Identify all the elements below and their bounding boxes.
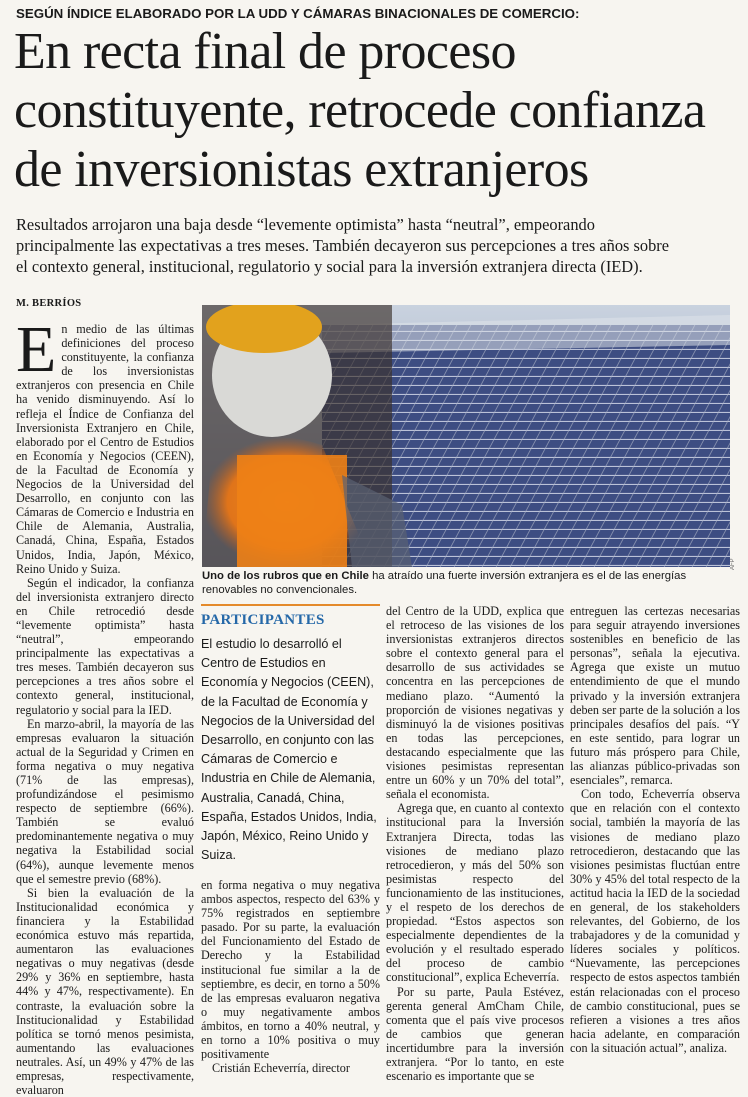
participants-box [201,604,380,863]
article-column-3 [386,604,564,1083]
paragraph: en forma negativa o muy negativa ambos aspectos, respecto del 63% y 75% registrados en septiembre pasado. Por su parte, la evaluación del Funcionamiento del Estado de Derecho y la Estabilidad institucional fue similar a la de septiembre, es decir, en torno a 50% de las empresas evaluaron negativa o muy negativamente ambos ámbitos, en torno a 40% neutral, y en torno a 10% positiva o muy positivamente [201,878,380,1062]
paragraph [16,313,194,576]
paragraph: Agrega que, en cuanto al contexto institucional para la Inversión Extranjera Directa, todas las visiones de mediano plazo retrocedieron, y más del 50% son pesimistas respecto del funcionamiento de las instituciones, y el respeto de los derechos de propiedad. “Estos aspectos son especialmente dependientes de la evolución y el resultado esperado del proceso de cambio constitucional”, explica Echeverría. [386,801,564,985]
photo-credit: AFP [730,558,736,570]
paragraph: Si bien la evaluación de la Institucionalidad económica y financiera y la Estabilidad económica estuvo más repartida, aumentaron las evaluaciones negativas o muy negativas (desde 29% y 36% en septiembre, hasta 44% y 47%, respectivamente). En contraste, la evaluación sobre la Institucionalidad y Estabilidad política se tornó menos pesimista, aumentando las evaluaciones neutrales. Así, un 49% y 47% de las empresas, respectivamente, evaluaron [16,885,194,1097]
article-headline [14,22,738,199]
subheading-line: Resultados arrojaron una baja desde “levemente optimista” hasta “neutral”, empeorando [16,215,595,234]
headline-line: de inversionistas extranjeros [14,141,589,198]
paragraph: del Centro de la UDD, explica que el retroceso de las visiones de los inversionistas extranjeros directos sobre el contexto general para el desarrollo de sus actividades se concentra en las percepciones de mediano plazo. “Aumentó la proporción de visiones negativas y disminuyó la de visiones positivas en todas las percepciones, destacando especialmente que las visiones pesimistas representan entre un 60% y un 70% del total”, señala el economista. [386,604,564,802]
byline: M. BERRÍOS [16,298,82,309]
article-column-1 [16,313,194,1097]
box-text: El estudio lo desarrolló el Centro de Estudios en Economía y Negocios (CEEN), de la Facultad de Economía y Negocios de la Universidad del Desarrollo, en conjunto con las Cámaras de Comercio e Industria en Chile de Alemania, Australia, Canadá, China, España, Estados Unidos, India, Japón, México, Reino Unido y Suiza. [201,637,377,863]
caption-lead: Uno de los rubros que en Chile [202,570,369,582]
headline-line: constituyente, retrocede confianza [14,82,706,139]
paragraph-text: n medio de las últimas definiciones del proceso constituyente, la confianza de los inversionistas extranjeros con presencia en Chile ha venido disminuyendo. Así lo refleja el Índice de Confianza del Inversionista Extranjero en Chile, elaborado por el Centro de Estudios en Economía y Negocios (CEEN), de la Facultad de Economía y Negocios de la Universidad del Desarrollo, en conjunto con las Cámaras de Comercio e Industria en Chile de Alemania, Australia, Canadá, China, España, Estados Unidos, India, Japón, México, Reino Unido y Suiza. [16,322,194,576]
drop-cap: E [16,313,57,386]
paragraph: Con todo, Echeverría observa que en relación con el contexto social, también la mayoría de las visiones de mediano plazo retrocedieron, destacando que las visiones pesimistas fluctúan entre 30% y 45% del total respecto de la actitud hacia la IED de la sociedad en general, de los stakeholders relevantes, del Gobierno, de los trabajadores y de la comunidad y líderes sociales y políticos. “Nuevamente, las percepciones respecto de estos aspectos también están relacionadas con el proceso de cambio constitucional, pues se refieren a visiones a tres años hacia adelante, en comparación con la situación actual”, analiza. [570,787,740,1055]
headline-line: En recta final de proceso [14,23,516,80]
solar-panels-photo [202,305,730,567]
paragraph: Cristián Echeverría, director [212,1061,350,1076]
paragraph: entreguen las certezas necesarias para seguir atrayendo inversiones sostenibles en beneficio de las personas”, señala la ejecutiva. Agrega que existe un mutuo entendimiento de que el mundo privado y la inversión extranjera deben ser parte de la solución a los principales desafíos del país. “Y en este sentido, para lograr un futuro más próspero para Chile, las alianzas público-privadas son esenciales”, remarca. [570,604,740,788]
article-subheading [16,214,738,277]
article-kicker: SEGÚN ÍNDICE ELABORADO POR LA UDD Y CÁMARAS BINACIONALES DE COMERCIO: [16,6,580,21]
subheading-line: el contexto general, institucional, regulatorio y social para la inversión extranjera directa (IED). [16,257,643,276]
article-column-2 [201,878,380,1075]
paragraph: Por su parte, Paula Estévez, gerenta general AmCham Chile, comenta que el país vive procesos de cambios que generan incertidumbre para la inversión extranjera. “Por lo tanto, en este escenario es importante que se [386,984,564,1084]
box-title: PARTICIPANTES [201,612,325,628]
paragraph: Según el indicador, la confianza del inversionista extranjero directo en Chile retrocedió desde “levemente optimista” hasta “neutral”, empeorando principalmente las expectativas a tres meses. También decayeron sus percepciones a tres años sobre el contexto general, institucional, regulatorio y social para la IED. [16,575,194,717]
photo-caption [202,570,732,597]
subheading-line: principalmente las expectativas a tres meses. También decayeron sus percepciones a tres años sobre [16,236,670,255]
caption-text: ha atraído una fuerte inversión extranjera es el de las energías renovables no convencionales. [202,570,687,596]
article-column-4 [570,604,740,1055]
paragraph: En marzo-abril, la mayoría de las empresas evaluaron la situación actual de la Seguridad y Crimen en forma negativa o muy negativa (71% de las empresas), profundizándose el pesimismo respecto de septiembre (66%). También se evaluó predominantemente negativa o muy negativa la Estabilidad social (64%), aunque levemente menos que el semestre previo (68%). [16,716,194,886]
